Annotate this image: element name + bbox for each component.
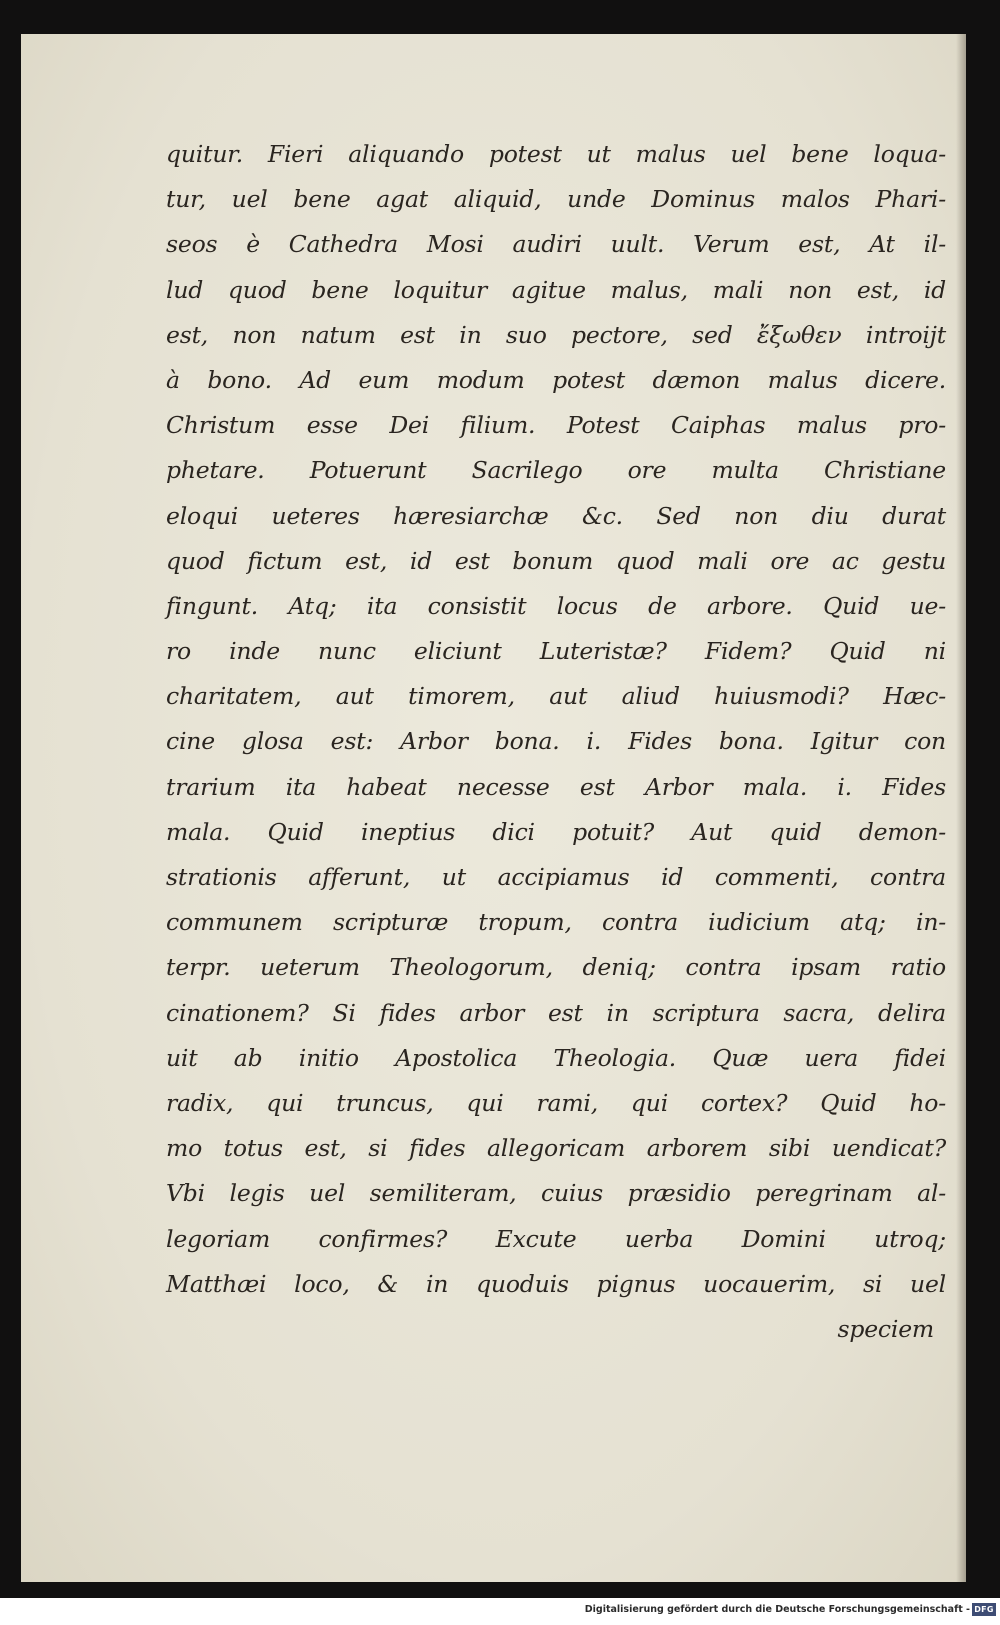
text-line: tur, uel bene agat aliquid, unde Dominus malos Phari- [166, 185, 946, 214]
text-line: cine glosa est: Arbor bona. i. Fides bona. Igitur con [166, 727, 946, 756]
text-line: lud quod bene loquitur agitue malus, mali non est, id [166, 275, 946, 304]
catchword: speciem [837, 1314, 934, 1343]
text-line: quitur. Fieri aliquando potest ut malus uel bene loqua- [166, 140, 946, 168]
text-line: est, non natum est in suo pectore, sed ἔξωθεν introijt [166, 320, 946, 349]
text-line: mo totus est, si fides allegoricam arborem sibi uendicat? [166, 1134, 946, 1163]
text-line: eloqui ueteres hæresiarchæ &c. Sed non diu durat [166, 501, 946, 530]
text-line: uit ab initio Apostolica Theologia. Quæ uera fidei [166, 1043, 946, 1072]
text-line: strationis afferunt, ut accipiamus id commenti, contra [166, 863, 946, 891]
book-page [21, 34, 966, 1582]
text-line: fingunt. Atq; ita consistit locus de arbore. Quid ue- [166, 591, 946, 620]
text-line: charitatem, aut timorem, aut aliud huiusmodi? Hæc- [166, 682, 946, 711]
text-line: radix, qui truncus, qui rami, qui cortex? Quid ho- [166, 1088, 946, 1117]
text-line: communem scripturæ tropum, contra iudicium atq; in- [166, 908, 946, 937]
text-block [166, 132, 946, 1352]
text-line: Matthæi loco, & in quoduis pignus uocauerim, si uel [166, 1269, 946, 1298]
text-line: mala. Quid ineptius dici potuit? Aut quid demon- [166, 817, 946, 846]
digitization-footer [0, 1598, 1000, 1625]
text-line: terpr. ueterum Theologorum, deniq; contra ipsam ratio [166, 953, 946, 982]
page-gutter-shadow [956, 34, 966, 1582]
text-line: trarium ita habeat necesse est Arbor mala. i. Fides [166, 772, 946, 801]
text-line: quod fictum est, id est bonum quod mali ore ac gestu [166, 546, 946, 575]
text-line: ro inde nunc eliciunt Luteristæ? Fidem? Quid ni [166, 637, 946, 666]
dfg-logo: DFG [972, 1603, 996, 1616]
text-line: seos è Cathedra Mosi audiri uult. Verum est, At il- [166, 230, 946, 259]
text-line: à bono. Ad eum modum potest dæmon malus dicere. [166, 365, 946, 394]
funding-credit: Digitalisierung gefördert durch die Deutsche Forschungsgemeinschaft - [584, 1604, 970, 1615]
text-line: phetare. Potuerunt Sacrilego ore multa Christiane [166, 456, 946, 485]
text-line: Christum esse Dei filium. Potest Caiphas malus pro- [166, 411, 946, 440]
text-line: cinationem? Si fides arbor est in scriptura sacra, delira [166, 998, 946, 1027]
text-line: Vbi legis uel semiliteram, cuius præsidio peregrinam al- [166, 1179, 946, 1208]
text-line: legoriam confirmes? Excute uerba Domini utroq; [166, 1224, 946, 1253]
